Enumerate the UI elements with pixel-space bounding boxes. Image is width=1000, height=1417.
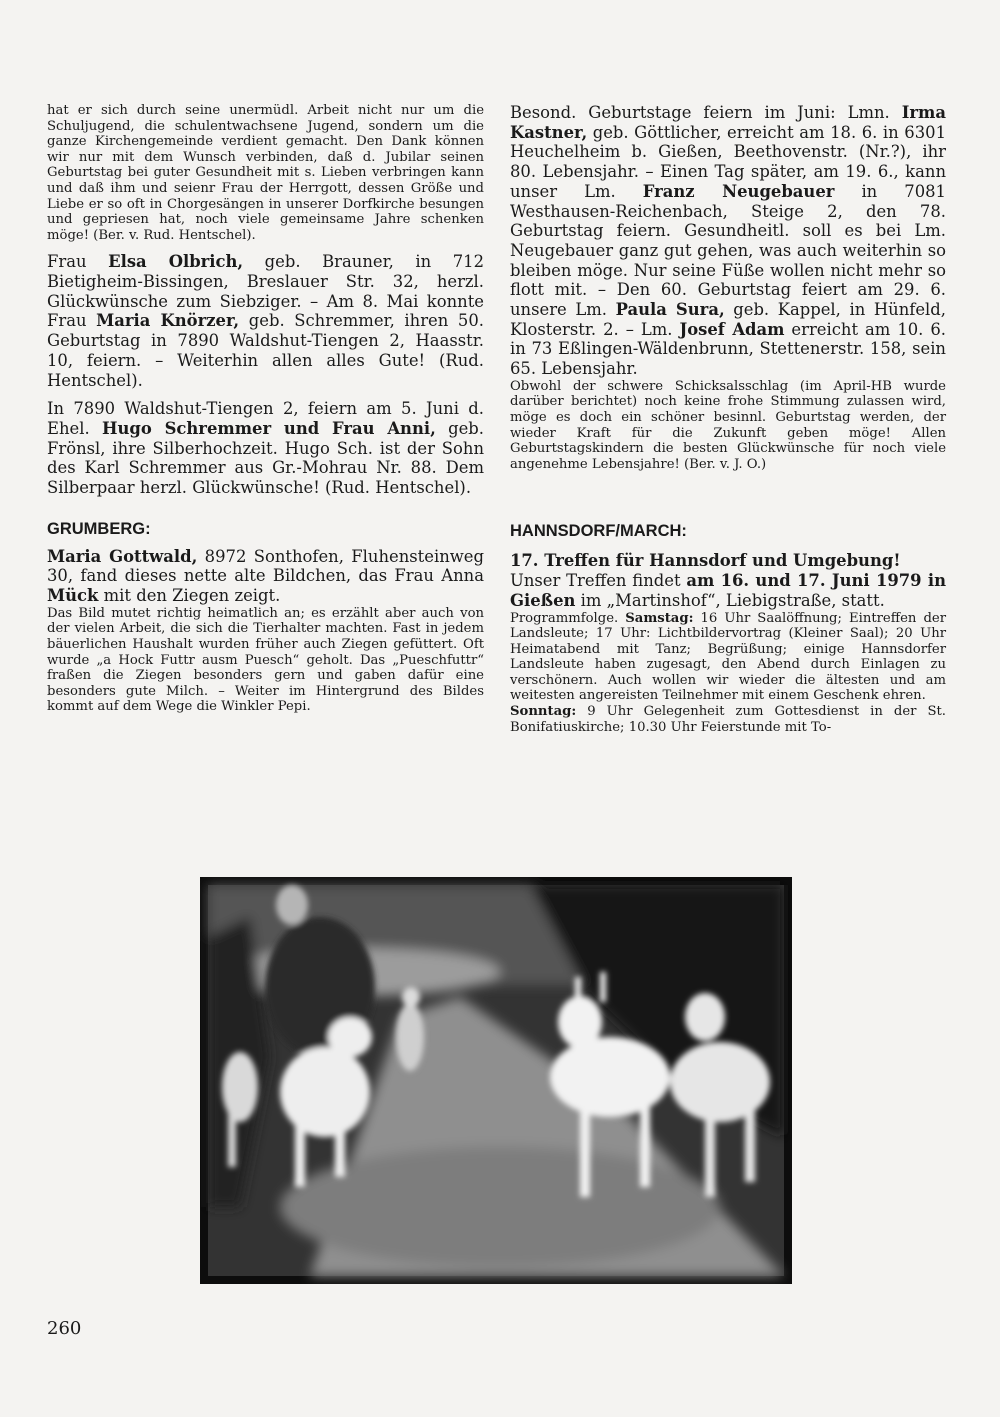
goats-photo-drawing — [200, 877, 792, 1284]
meeting-subheading: 17. Treffen für Hannsdorf und Umgebung! — [510, 551, 901, 571]
name-maria-knoerzer: Maria Knörzer, — [96, 311, 240, 331]
paragraph-silberhochzeit: In 7890 Waldshut-Tiengen 2, feiern am 5. Juni d. Ehel. Hugo Schremmer und Frau Anni, geb. Frönsl, ihre Silberhochzeit. Hugo Sch. ist der Sohn des Karl Schremmer aus Gr.-Mohrau Nr. 88. Dem Silberpaar herzl. Glückwünsche! (Rud. Hentschel). — [47, 399, 485, 498]
name-elsa-olbrich: Elsa Olbrich, — [108, 252, 244, 272]
paragraph-gottwald: Maria Gottwald, 8972 Sonthofen, Fluhensteinweg 30, fand dieses nette alte Bildchen, das Frau Anna Mück mit den Ziegen zeigt. — [47, 546, 484, 606]
section-heading-grumberg: GRUMBERG: — [47, 519, 151, 538]
paragraph-jubilar: hat er sich durch seine unermüdl. Arbeit nicht nur um die Schuljugend, die schulentwachsene Jugend, sondern um die ganze Kirchengemeinde verdient gemacht. Den Dank können wir nur mit dem Wunsch verbinden, daß d. Jubilar seinen Geburtstag bei guter Gesundheit mit s. Lieben verbringen kann und daß ihm und seienr Frau der Herrgott, dessen Größe und Liebe er so oft in Chorgesängen in unserer Dorfkirche besungen und gepriesen hat, noch viele gemeinsame Jahre schenken möge! (Ber. v. Rud. Hentschel). — [47, 103, 484, 243]
label-sonntag: Sonntag: — [510, 704, 577, 720]
paragraph-photo-description: Das Bild mutet richtig heimatlich an; es erzählt aber auch von der vielen Arbeit, die sich die Tierhalter machten. Fast in jedem bäuerlichen Haushalt wurden früher auch Ziegen gefüttert. Oft wurde „a Hock Futtr ausm Puesch“ geholt. Das „Pueschfuttr“ fraßen die Ziegen besonders gern und gaben dafür eine besonders gute Milch. – Weiter im Hintergrund des Bildes kommt auf dem Wege die Winkler Pepi. — [47, 605, 484, 715]
paragraph-olbrich: Frau Elsa Olbrich, geb. Brauner, in 712 Bietigheim-Bissingen, Breslauer Str. 32, herzl. Glückwünsche zum Siebziger. – Am 8. Mai konnte Frau Maria Knörzer, geb. Schremmer, ihren 50. Geburtstag in 7890 Waldshut-Tiengen 2, Haasstr. 10, feiern. – Weiterhin allen alles Gute! (Rud. Hentschel). — [47, 252, 485, 390]
goats-photo — [200, 877, 792, 1284]
label-samstag: Samstag: — [625, 610, 694, 626]
woman-head — [276, 885, 308, 925]
paragraph-program-saturday: Programmfolge. Samstag: 16 Uhr Saalöffnung; Eintreffen der Landsleute; 17 Uhr: Lichtbildervortrag (Kleiner Saal); 20 Uhr Heimatabend mit Tanz; Begrüßung; einige Hannsdorfer Landsleute haben zugesagt, den Abend durch Einlagen zu verschönern. Auch wollen wir wieder die ältesten und am weitesten angereisten Teilnehmer mit einem Geschenk ehren. — [510, 610, 947, 704]
name-irma-kastner: Irma Kastner, — [510, 103, 946, 142]
paragraph-birthdays-june: Besond. Geburtstage feiern im Juni: Lmn. Irma Kastner, geb. Göttlicher, erreicht am 18. 6. in 6301 Heuchelheim b. Gießen, Beethovenstr. (Nr.?), ihr 80. Lebensjahr. – Einen Tag später, am 19. 6., kann unser Lm. Franz Neugebauer in 7081 Westhausen-Reichenbach, Steige 2, den 78. Geburtstag feiern. Gesundheitl. soll es bei Lm. Neugebauer ganz gut gehen, was auch weiterhin so bleiben möge. Nur seine Füße wollen nicht mehr so flott mit. – Den 60. Geburtstag feiert am 29. 6. unsere Lm. Paula Sura, geb. Kappel, in Hünfeld, Klosterstr. 2. – Lm. Josef Adam erreicht am 10. 6. in 73 Eßlingen-Wäldenbrunn, Stettenerstr. 158, sein 65. Lebensjahr. — [510, 103, 946, 379]
name-hugo-schremmer: Hugo Schremmer und Frau Anni, — [101, 418, 436, 438]
name-franz-neugebauer: Franz Neugebauer — [642, 181, 835, 201]
paragraph-meeting-date: Unser Treffen findet am 16. und 17. Juni 1979 in Gießen im „Martinshof“, Liebigstraße, statt. — [510, 571, 946, 610]
right-column — [510, 103, 946, 735]
paragraph-program-sunday: Sonntag: 9 Uhr Gelegenheit zum Gottesdienst in der St. Bonifatiuskirche; 10.30 Uhr Feierstunde mit To- — [510, 704, 946, 735]
paragraph-condolence: Obwohl der schwere Schicksalsschlag (im April-HB wurde darüber berichtet) noch keine frohe Stimmung zulassen wird, möge es doch ein schöner besinnl. Geburtstag werden, der wieder Kraft für die Zukunft geben möge! Allen Geburtstagskindern die besten Glückwünsche für noch viele angenehme Lebensjahre! (Ber. v. J. O.) — [510, 378, 946, 472]
name-josef-adam: Josef Adam — [679, 319, 785, 339]
child-figure — [396, 1003, 424, 1071]
name-paula-sura: Paula Sura, — [615, 300, 725, 320]
name-mueck: Mück — [47, 586, 99, 606]
name-maria-gottwald: Maria Gottwald, — [47, 546, 198, 566]
section-heading-hannsdorf: HANNSDORF/MARCH: — [510, 522, 687, 541]
page-number: 260 — [47, 1318, 82, 1339]
meeting-date: am 16. und 17. Juni 1979 in Gießen — [510, 571, 946, 610]
left-column — [47, 103, 484, 715]
